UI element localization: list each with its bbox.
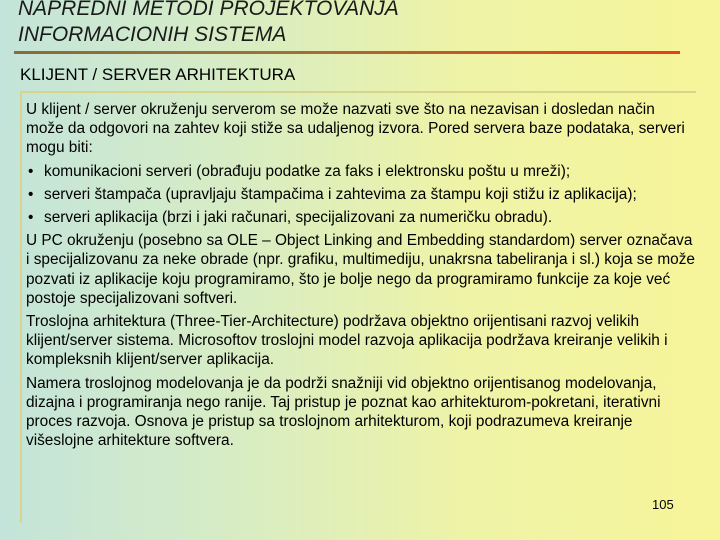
bullet-icon: • (28, 185, 34, 203)
list-item (26, 208, 696, 227)
page-number: 105 (652, 497, 674, 512)
server-types-list (26, 162, 696, 228)
list-item-text: serveri aplikacija (brzi i jaki računari, specijalizovani za numeričku obradu). (44, 209, 553, 227)
intro-paragraph: U klijent / server okruženju serverom se može nazvati sve što na nezavisan i dosledan način može da odgovori na zahtev koji stiže sa udaljenog izvora. Pored servera baze podataka, serveri mogu biti: (26, 101, 685, 157)
title-underline (14, 51, 680, 54)
list-item (26, 162, 696, 181)
list-item-text: komunikacioni serveri (obrađuju podatke za faks i elektronsku poštu u mreži); (44, 162, 571, 180)
pc-environment-paragraph: U PC okruženju (posebno sa OLE – Object Linking and Embedding standardom) server označava i specijalizovanu za neke obrade (npr. grafiku, multimediju, unakrsna tabeliranja i sl.) koja se može pozvati iz aplikacije koju programiramo, što je bolje nego da programiramo funkcije za koje već postoje specijalizovani softveri. (26, 232, 695, 307)
list-item-text: serveri štampača (upravljaju štampačima i zahtevima za štampu koji stižu iz aplikacija); (44, 185, 637, 203)
bullet-icon: • (28, 209, 34, 227)
three-tier-paragraph: Troslojna arhitektura (Three-Tier-Architecture) podržava objektno orijentisani razvoj velikih klijent/server sistema. Microsoftov troslojni model razvoja aplikacija podržava kreiranje velikih i kompleksnih klijent/server aplikacija. (26, 313, 668, 369)
slide-title-line-2: INFORMACIONIH SISTEMA (18, 23, 287, 46)
slide-body (26, 100, 696, 454)
modeling-goal-paragraph: Namera troslojnog modelovanja je da podrži snažniji vid objektno orijentisanog modelovanja, dizajna i programiranja nego ranije. Taj pristup je poznat kao arhitekturom-pokretani, iterativni proces razvoja. Osnova je pristup sa troslojnom arhitekturom, koji podrazumeva kreiranje višeslojne arhitekture softvera. (26, 374, 661, 450)
slide-title-line-1: NAPREDNI METODI PROJEKTOVANJA (18, 0, 399, 20)
list-item (26, 185, 696, 204)
bullet-icon: • (28, 162, 34, 180)
slide-title (18, 0, 399, 48)
slide-subtitle: KLIJENT / SERVER ARHITEKTURA (20, 65, 296, 84)
